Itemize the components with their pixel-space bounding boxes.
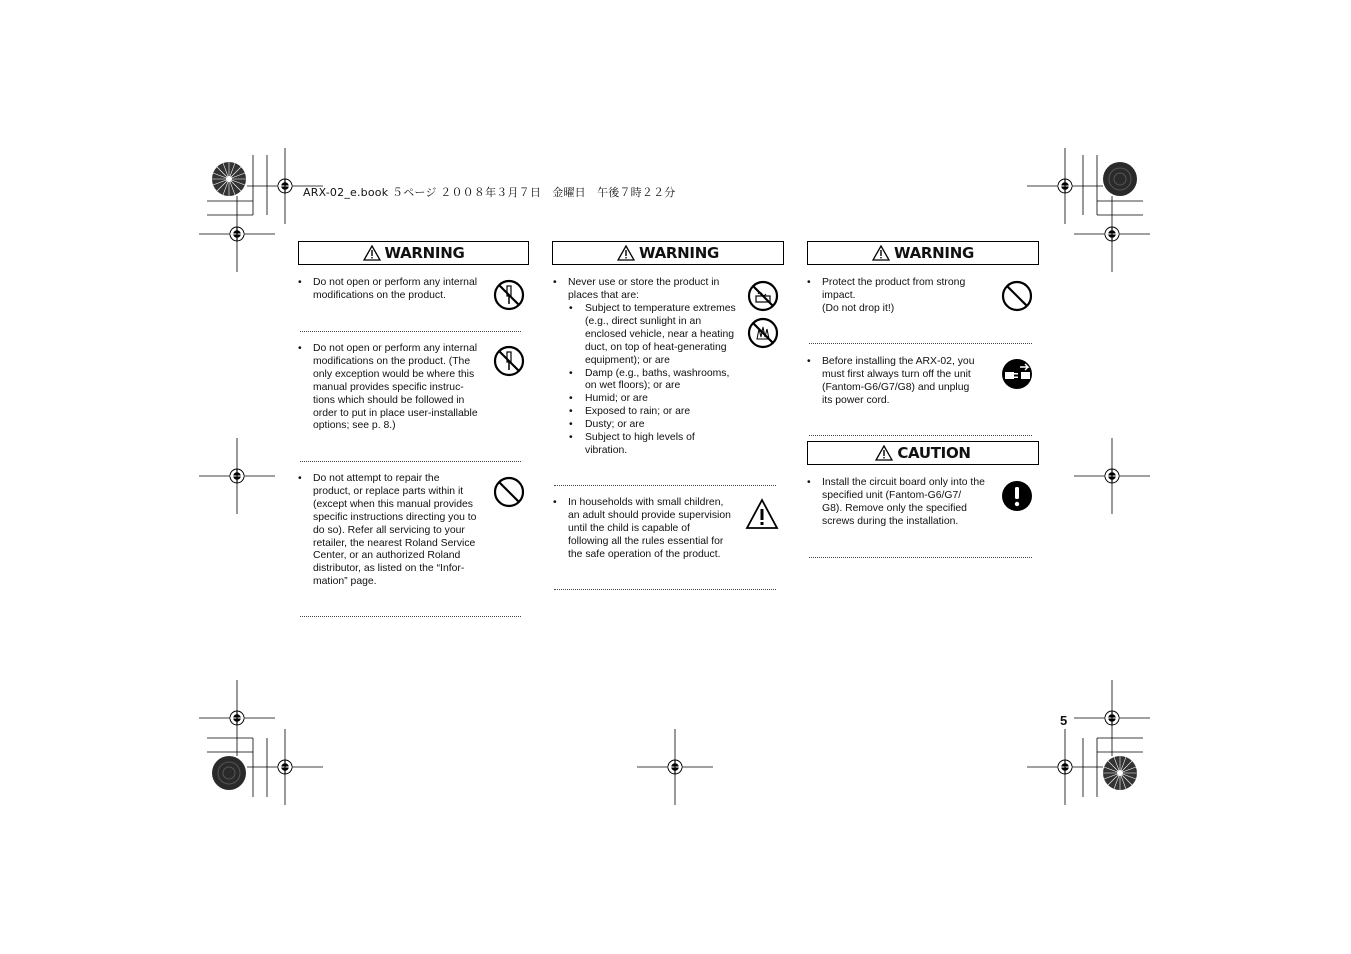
caution-heading [807,441,1039,465]
separator [554,589,776,590]
list-item: • Dusty; or are [569,419,749,432]
item-text: Before installing the ARX-02, you must first always turn off the unit (Fantom-G6/G7/G8) and unplug its power cord. [822,356,975,406]
warning-triangle-icon [745,498,779,530]
item-text: Do not attempt to repair the product, or replace parts within it (except when this manual provides specific instructions directing you to do so). Refer all servicing to your retailer, the nearest Roland Service Center, or an authorized Roland distributor, as listed on the “Infor- mation” page. [313,473,477,588]
list-item: • Exposed to rain; or are [569,406,749,419]
separator [300,616,521,617]
separator [300,331,521,332]
warning-label: WARNING [384,244,465,262]
warning-triangle-icon [872,245,890,261]
prohibition-icon [493,476,525,508]
separator [554,485,776,486]
prohibition-icon [1001,280,1033,312]
warning-label: WARNING [639,244,719,262]
conditions-list [569,303,749,458]
caution-label: CAUTION [897,444,971,462]
warning-heading-col1 [298,241,529,265]
item-text: Do not open or perform any internal modifications on the product. (The only exception would be where this manual provides specific instruc- tions which should be followed in order to put in place user-installable options; see p. 8.) [313,343,478,432]
warning-heading-col2 [552,241,784,265]
separator [809,343,1032,344]
warning-heading-col3 [807,241,1039,265]
no-disassembly-icon [493,345,525,377]
item-text: Install the circuit board only into the specified unit (Fantom-G6/G7/ G8). Remove only the specified screws during the installation. [822,477,985,527]
warning-label: WARNING [894,244,974,262]
list-item: • Subject to temperature extremes (e.g., direct sunlight in an enclosed vehicle, near a heating duct, on top of heat-generating equipment); or are [569,303,749,368]
file-header: ARX-02_e.book ５ページ ２００８年３月７日 金曜日 午後７時２２分 [303,186,676,199]
no-bath-icon [747,280,779,312]
item-text: In households with small children, an adult should provide supervision until the child is capable of following all the rules essential for the safe operation of the product. [568,497,731,560]
no-disassembly-icon [493,279,525,311]
separator [300,461,521,462]
item-text: Protect the product from strong impact. (Do not drop it!) [822,277,966,314]
mandatory-action-icon [1001,480,1033,512]
separator [809,435,1032,436]
item-text: Never use or store the product in places that are: [568,277,720,301]
list-item: • Subject to high levels of vibration. [569,432,749,458]
page-number: 5 [1060,713,1068,728]
warning-triangle-icon [363,245,381,261]
list-item: • Humid; or are [569,393,749,406]
list-item: • Damp (e.g., baths, washrooms, on wet floors); or are [569,368,749,394]
item-text: Do not open or perform any internal modifications on the product. [313,277,478,301]
warning-triangle-icon [617,245,635,261]
no-wet-hands-icon [747,317,779,349]
unplug-icon [1001,358,1033,390]
warning-triangle-icon [875,445,893,461]
separator [809,557,1032,558]
